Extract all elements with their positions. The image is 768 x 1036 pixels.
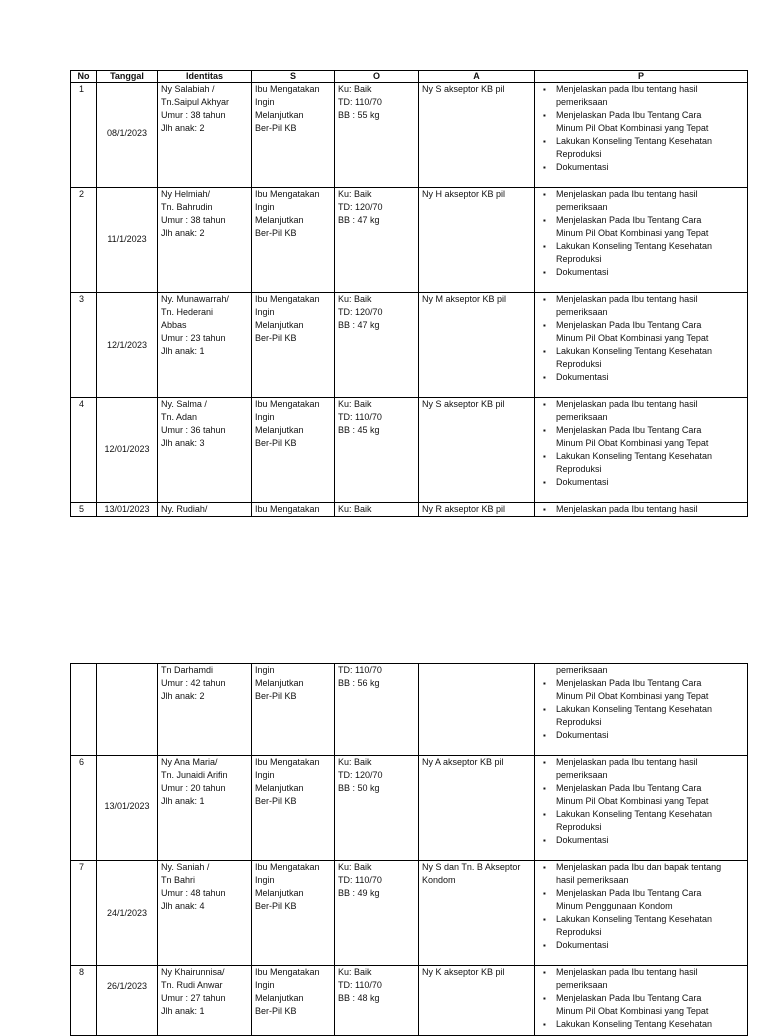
s-line: Ber-Pil KB (255, 796, 297, 806)
o-line: BB : 55 kg (338, 110, 380, 120)
soap-table-page-1 (70, 70, 748, 517)
a-line: Ny S akseptor KB pil (422, 399, 505, 409)
continuation-a (419, 664, 535, 756)
identitas-line: Abbas (161, 320, 187, 330)
row-number: 3 (71, 293, 97, 398)
identitas-line: Jlh anak: 3 (161, 438, 205, 448)
s-line: Ibu Mengatakan (255, 757, 320, 767)
p-item: ▪ Menjelaskan pada Ibu tentang hasil pemeriksaan (538, 83, 744, 109)
p-item: ▪ Lakukan Konseling Tentang Kesehatan (538, 1018, 744, 1031)
s-line: Ber-Pil KB (255, 901, 297, 911)
identitas-line: Tn Bahri (161, 875, 196, 885)
table-row (71, 503, 748, 517)
s-line: Melanjutkan (255, 320, 304, 330)
table-row (71, 398, 748, 503)
p-item: ▪ Menjelaskan Pada Ibu Tentang Cara Minum Penggunaan Kondom (538, 887, 744, 913)
identitas-line: Tn Darhamdi (161, 665, 214, 675)
a-line: Ny K akseptor KB pil (422, 967, 505, 977)
o-line: BB : 48 kg (338, 993, 380, 1003)
row-s (252, 293, 335, 398)
o-line: Ku: Baik (338, 967, 372, 977)
row-o (335, 83, 419, 188)
row-p (535, 861, 748, 966)
row-number: 2 (71, 188, 97, 293)
s-line: Ber-Pil KB (255, 123, 297, 133)
continuation-row (71, 664, 748, 756)
header-row (71, 71, 748, 83)
o-line: Ku: Baik (338, 504, 372, 514)
row-s (252, 966, 335, 1036)
row-s (252, 756, 335, 861)
p-item: ▪ Menjelaskan Pada Ibu Tentang Cara Minum Pil Obat Kombinasi yang Tepat (538, 677, 744, 703)
table-row (71, 293, 748, 398)
row-a (419, 293, 535, 398)
row-date (97, 293, 158, 398)
row-identitas (158, 503, 252, 517)
a-line: Ny R akseptor KB pil (422, 504, 506, 514)
table-row (71, 756, 748, 861)
row-o (335, 398, 419, 503)
identitas-line: Umur : 38 tahun (161, 215, 226, 225)
p-item: ▪ Menjelaskan pada Ibu tentang hasil pemeriksaan (538, 293, 744, 319)
p-list (538, 83, 744, 174)
row-a (419, 188, 535, 293)
o-line: TD: 120/70 (338, 202, 383, 212)
a-line: Ny M akseptor KB pil (422, 294, 507, 304)
identitas-line: Ny. Saniah / (161, 862, 210, 872)
identitas-line: Jlh anak: 2 (161, 228, 205, 238)
table-row (71, 188, 748, 293)
p-item: ▪ Dokumentasi (538, 476, 744, 489)
s-line: Melanjutkan (255, 993, 304, 1003)
o-line: TD: 110/70 (338, 665, 382, 675)
header-p: P (535, 71, 748, 83)
row-date (97, 188, 158, 293)
o-line: Ku: Baik (338, 757, 372, 767)
p-list (538, 756, 744, 847)
table-row (71, 83, 748, 188)
o-line: BB : 47 kg (338, 215, 380, 225)
identitas-line: Jlh anak: 1 (161, 796, 205, 806)
p-item: ▪ Menjelaskan pada Ibu tentang hasil (538, 503, 744, 516)
s-line: Melanjutkan (255, 678, 304, 688)
o-line: TD: 120/70 (338, 307, 383, 317)
p-item: ▪ Dokumentasi (538, 266, 744, 279)
table-row (71, 861, 748, 966)
row-date (97, 966, 158, 1036)
row-s (252, 503, 335, 517)
p-item: ▪ Lakukan Konseling Tentang Kesehatan Reproduksi (538, 240, 744, 266)
identitas-line: Umur : 42 tahun (161, 678, 226, 688)
o-line: TD: 110/70 (338, 980, 382, 990)
p-item: ▪ Dokumentasi (538, 939, 744, 952)
s-line: Ingin (255, 412, 275, 422)
header-o: O (335, 71, 419, 83)
row-identitas (158, 861, 252, 966)
row-number: 6 (71, 756, 97, 861)
s-line: Ber-Pil KB (255, 691, 297, 701)
s-line: Ber-Pil KB (255, 333, 297, 343)
s-line: Ibu Mengatakan (255, 504, 320, 514)
p-item: ▪ Lakukan Konseling Tentang Kesehatan Reproduksi (538, 345, 744, 371)
identitas-line: Ny Salabiah / (161, 84, 215, 94)
row-a (419, 966, 535, 1036)
continuation-s (252, 664, 335, 756)
s-line: Melanjutkan (255, 215, 304, 225)
identitas-line: Ny. Rudiah/ (161, 504, 208, 514)
row-p (535, 503, 748, 517)
row-o (335, 188, 419, 293)
row-a (419, 398, 535, 503)
row-date (97, 756, 158, 861)
date-text: 12/01/2023 (104, 444, 150, 454)
row-o (335, 503, 419, 517)
date-text: 12/1/2023 (106, 340, 148, 350)
s-line: Ingin (255, 770, 275, 780)
header-a: A (419, 71, 535, 83)
s-line: Ibu Mengatakan (255, 294, 320, 304)
row-date (97, 861, 158, 966)
o-line: TD: 110/70 (338, 97, 382, 107)
s-line: Ibu Mengatakan (255, 967, 320, 977)
identitas-line: Umur : 38 tahun (161, 110, 226, 120)
p-list (538, 677, 744, 742)
row-o (335, 756, 419, 861)
identitas-line: Tn. Hederani (161, 307, 214, 317)
p-item: ▪ Menjelaskan Pada Ibu Tentang Cara Minum Pil Obat Kombinasi yang Tepat (538, 424, 744, 450)
p-item: ▪ Lakukan Konseling Tentang Kesehatan Reproduksi (538, 808, 744, 834)
s-line: Ibu Mengatakan (255, 399, 320, 409)
row-identitas (158, 188, 252, 293)
row-identitas (158, 83, 252, 188)
o-line: BB : 50 kg (338, 783, 380, 793)
identitas-line: Umur : 36 tahun (161, 425, 226, 435)
p-item: ▪ Lakukan Konseling Tentang Kesehatan Reproduksi (538, 450, 744, 476)
row-p (535, 756, 748, 861)
s-line: Ber-Pil KB (255, 228, 297, 238)
row-p (535, 83, 748, 188)
s-line: Melanjutkan (255, 783, 304, 793)
row-a (419, 756, 535, 861)
o-line: Ku: Baik (338, 399, 372, 409)
row-o (335, 861, 419, 966)
p-item: ▪ Menjelaskan pada Ibu dan bapak tentang hasil pemeriksaan (538, 861, 744, 887)
row-s (252, 398, 335, 503)
continuation-tanggal (97, 664, 158, 756)
header-tanggal: Tanggal (97, 71, 158, 83)
s-line: Melanjutkan (255, 425, 304, 435)
a-line: Kondom (422, 875, 456, 885)
o-line: Ku: Baik (338, 862, 372, 872)
p-item: ▪ Lakukan Konseling Tentang Kesehatan Reproduksi (538, 135, 744, 161)
row-identitas (158, 398, 252, 503)
p-list (538, 861, 744, 952)
row-date (97, 503, 158, 517)
s-line: Ibu Mengatakan (255, 84, 320, 94)
o-line: TD: 120/70 (338, 770, 383, 780)
p-item: ▪ Menjelaskan pada Ibu tentang hasil pemeriksaan (538, 756, 744, 782)
row-s (252, 83, 335, 188)
s-line: Ingin (255, 665, 275, 675)
o-line: Ku: Baik (338, 189, 372, 199)
p-item: ▪ Menjelaskan pada Ibu tentang hasil pemeriksaan (538, 188, 744, 214)
s-line: Ingin (255, 980, 275, 990)
header-no: No (71, 71, 97, 83)
p-item: ▪ Dokumentasi (538, 161, 744, 174)
p-item: ▪ Menjelaskan pada Ibu tentang hasil pemeriksaan (538, 398, 744, 424)
a-line: Ny A akseptor KB pil (422, 757, 504, 767)
row-date (97, 83, 158, 188)
date-text: 11/1/2023 (107, 234, 147, 244)
o-line: BB : 45 kg (338, 425, 380, 435)
row-s (252, 861, 335, 966)
row-a (419, 83, 535, 188)
p-item: ▪ Dokumentasi (538, 371, 744, 384)
identitas-line: Tn. Junaidi Arifin (161, 770, 228, 780)
s-line: Ingin (255, 307, 275, 317)
s-line: Ibu Mengatakan (255, 862, 320, 872)
row-p (535, 188, 748, 293)
p-item: ▪ Dokumentasi (538, 834, 744, 847)
s-line: Ingin (255, 875, 275, 885)
identitas-line: Tn. Bahrudin (161, 202, 213, 212)
p-item: ▪ Menjelaskan Pada Ibu Tentang Cara Minum Pil Obat Kombinasi yang Tepat (538, 214, 744, 240)
p-item: ▪ Lakukan Konseling Tentang Kesehatan Reproduksi (538, 703, 744, 729)
row-p (535, 293, 748, 398)
s-line: Ber-Pil KB (255, 438, 297, 448)
o-line: BB : 47 kg (338, 320, 380, 330)
s-line: Melanjutkan (255, 888, 304, 898)
identitas-line: Umur : 48 tahun (161, 888, 226, 898)
soap-table-page-2 (70, 663, 748, 1036)
p-list (538, 966, 744, 1031)
identitas-line: Jlh anak: 2 (161, 691, 205, 701)
date-text: 13/01/2023 (104, 504, 150, 514)
s-line: Melanjutkan (255, 110, 304, 120)
p-list (538, 503, 744, 516)
a-line: Ny S dan Tn. B Akseptor (422, 862, 521, 872)
s-line: Ibu Mengatakan (255, 189, 320, 199)
identitas-line: Tn. Adan (161, 412, 198, 422)
o-line: Ku: Baik (338, 84, 372, 94)
identitas-line: Ny Helmiah/ (161, 189, 211, 199)
p-item: ▪ Menjelaskan pada Ibu tentang hasil pemeriksaan (538, 966, 744, 992)
p-item: ▪ Dokumentasi (538, 729, 744, 742)
o-line: Ku: Baik (338, 294, 372, 304)
p-item: ▪ Menjelaskan Pada Ibu Tentang Cara Minum Pil Obat Kombinasi yang Tepat (538, 992, 744, 1018)
row-a (419, 861, 535, 966)
p-continued-text: pemeriksaan (556, 665, 608, 675)
date-text: 24/1/2023 (106, 908, 148, 918)
identitas-line: Ny Khairunnisa/ (161, 967, 225, 977)
date-text: 08/1/2023 (106, 128, 148, 138)
p-list (538, 188, 744, 279)
o-line: BB : 56 kg (338, 678, 380, 688)
identitas-line: Jlh anak: 1 (161, 1006, 205, 1016)
p-list (538, 293, 744, 384)
o-line: TD: 110/70 (338, 875, 382, 885)
row-number: 1 (71, 83, 97, 188)
a-line: Ny S akseptor KB pil (422, 84, 505, 94)
row-s (252, 188, 335, 293)
p-item: ▪ Menjelaskan Pada Ibu Tentang Cara Minum Pil Obat Kombinasi yang Tepat (538, 782, 744, 808)
o-line: TD: 110/70 (338, 412, 382, 422)
row-p (535, 966, 748, 1036)
p-item: ▪ Lakukan Konseling Tentang Kesehatan Reproduksi (538, 913, 744, 939)
continuation-o (335, 664, 419, 756)
s-line: Ingin (255, 97, 275, 107)
row-identitas (158, 293, 252, 398)
header-s: S (252, 71, 335, 83)
identitas-line: Jlh anak: 4 (161, 901, 205, 911)
s-line: Ber-Pil KB (255, 1006, 297, 1016)
row-p (535, 398, 748, 503)
row-a (419, 503, 535, 517)
identitas-line: Tn.Saipul Akhyar (161, 97, 230, 107)
o-line: BB : 49 kg (338, 888, 380, 898)
a-line: Ny H akseptor KB pil (422, 189, 506, 199)
row-o (335, 966, 419, 1036)
identitas-line: Ny Ana Maria/ (161, 757, 218, 767)
identitas-line: Ny. Salma / (161, 399, 207, 409)
row-number: 7 (71, 861, 97, 966)
row-identitas (158, 756, 252, 861)
row-o (335, 293, 419, 398)
identitas-line: Ny. Munawarrah/ (161, 294, 229, 304)
identitas-line: Tn. Rudi Anwar (161, 980, 223, 990)
row-number: 8 (71, 966, 97, 1036)
table-row (71, 966, 748, 1036)
p-item: ▪ Menjelaskan Pada Ibu Tentang Cara Minum Pil Obat Kombinasi yang Tepat (538, 109, 744, 135)
row-number: 5 (71, 503, 97, 517)
row-number: 4 (71, 398, 97, 503)
s-line: Ingin (255, 202, 275, 212)
date-text: 13/01/2023 (104, 801, 150, 811)
continuation-p (535, 664, 748, 756)
p-list (538, 398, 744, 489)
row-identitas (158, 966, 252, 1036)
continuation-no (71, 664, 97, 756)
identitas-line: Umur : 23 tahun (161, 333, 226, 343)
continuation-identitas (158, 664, 252, 756)
p-item: ▪ Menjelaskan Pada Ibu Tentang Cara Minum Pil Obat Kombinasi yang Tepat (538, 319, 744, 345)
identitas-line: Jlh anak: 1 (161, 346, 205, 356)
date-text: 26/1/2023 (106, 981, 148, 991)
header-identitas: Identitas (158, 71, 252, 83)
identitas-line: Umur : 27 tahun (161, 993, 226, 1003)
identitas-line: Umur : 20 tahun (161, 783, 226, 793)
identitas-line: Jlh anak: 2 (161, 123, 205, 133)
row-date (97, 398, 158, 503)
